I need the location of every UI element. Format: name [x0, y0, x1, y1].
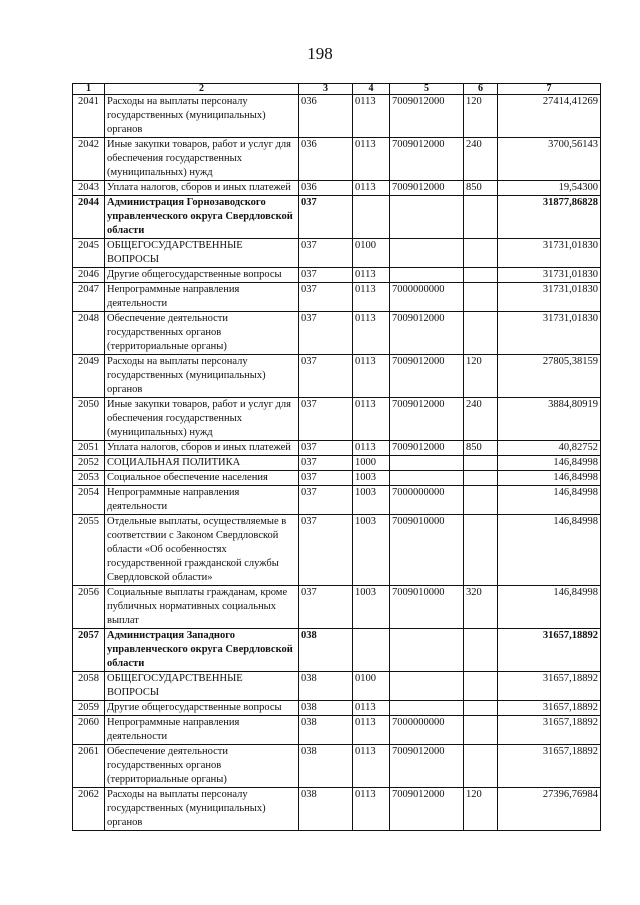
row-amount: 31877,86828 — [498, 196, 601, 239]
row-target-code — [390, 239, 464, 268]
row-admin-code: 036 — [299, 181, 353, 196]
row-number: 2058 — [73, 672, 105, 701]
table-row — [73, 456, 601, 471]
row-target-code: 7009010000 — [390, 515, 464, 586]
row-name: Администрация Западного управленческого округа Свердловской области — [105, 629, 299, 672]
header-col-2: 2 — [105, 84, 299, 95]
row-number: 2047 — [73, 283, 105, 312]
row-target-code: 7009012000 — [390, 441, 464, 456]
row-expense-type — [464, 196, 498, 239]
row-name: Непрограммные направления деятельности — [105, 283, 299, 312]
row-section-code: 0113 — [353, 283, 390, 312]
row-section-code: 1003 — [353, 471, 390, 486]
row-amount: 146,84998 — [498, 586, 601, 629]
table-row — [73, 312, 601, 355]
row-expense-type — [464, 486, 498, 515]
row-number: 2056 — [73, 586, 105, 629]
header-row — [73, 84, 601, 95]
row-expense-type: 320 — [464, 586, 498, 629]
table-row — [73, 181, 601, 196]
header-col-7: 7 — [498, 84, 601, 95]
row-amount: 146,84998 — [498, 471, 601, 486]
row-name: ОБЩЕГОСУДАРСТВЕННЫЕ ВОПРОСЫ — [105, 239, 299, 268]
row-target-code — [390, 629, 464, 672]
row-target-code: 7009012000 — [390, 312, 464, 355]
row-section-code: 0113 — [353, 398, 390, 441]
row-expense-type: 850 — [464, 441, 498, 456]
row-target-code — [390, 672, 464, 701]
row-admin-code: 037 — [299, 312, 353, 355]
row-target-code: 7009012000 — [390, 745, 464, 788]
row-admin-code: 037 — [299, 586, 353, 629]
row-section-code: 0113 — [353, 701, 390, 716]
row-admin-code: 038 — [299, 745, 353, 788]
row-number: 2049 — [73, 355, 105, 398]
row-name: Расходы на выплаты персоналу государственных (муниципальных) органов — [105, 95, 299, 138]
row-name: Отдельные выплаты, осуществляемые в соответствии с Законом Свердловской области «Об особенностях государственной гражданской службы Свердловской области» — [105, 515, 299, 586]
table-row — [73, 515, 601, 586]
row-target-code — [390, 268, 464, 283]
row-amount: 146,84998 — [498, 456, 601, 471]
row-admin-code: 038 — [299, 701, 353, 716]
row-section-code: 0113 — [353, 441, 390, 456]
row-admin-code: 037 — [299, 471, 353, 486]
row-expense-type — [464, 672, 498, 701]
table-row — [73, 283, 601, 312]
row-name: Социальные выплаты гражданам, кроме публичных нормативных социальных выплат — [105, 586, 299, 629]
row-number: 2055 — [73, 515, 105, 586]
header-col-6: 6 — [464, 84, 498, 95]
row-admin-code: 037 — [299, 486, 353, 515]
row-expense-type: 850 — [464, 181, 498, 196]
table-row — [73, 268, 601, 283]
row-admin-code: 036 — [299, 138, 353, 181]
row-name: Непрограммные направления деятельности — [105, 486, 299, 515]
row-admin-code: 038 — [299, 788, 353, 831]
row-expense-type — [464, 268, 498, 283]
row-name: Непрограммные направления деятельности — [105, 716, 299, 745]
row-admin-code: 038 — [299, 629, 353, 672]
row-target-code: 7000000000 — [390, 283, 464, 312]
row-number: 2062 — [73, 788, 105, 831]
row-section-code: 0113 — [353, 716, 390, 745]
row-number: 2046 — [73, 268, 105, 283]
row-expense-type — [464, 629, 498, 672]
row-admin-code: 037 — [299, 441, 353, 456]
header-col-4: 4 — [353, 84, 390, 95]
row-amount: 31657,18892 — [498, 701, 601, 716]
row-section-code: 0113 — [353, 268, 390, 283]
row-number: 2060 — [73, 716, 105, 745]
row-amount: 27396,76984 — [498, 788, 601, 831]
row-amount: 3884,80919 — [498, 398, 601, 441]
row-amount: 40,82752 — [498, 441, 601, 456]
table-row — [73, 745, 601, 788]
row-admin-code: 037 — [299, 355, 353, 398]
row-number: 2048 — [73, 312, 105, 355]
row-admin-code: 037 — [299, 196, 353, 239]
row-expense-type — [464, 515, 498, 586]
row-section-code — [353, 629, 390, 672]
header-col-3: 3 — [299, 84, 353, 95]
row-number: 2051 — [73, 441, 105, 456]
table-row — [73, 441, 601, 456]
row-section-code: 0113 — [353, 788, 390, 831]
row-admin-code: 036 — [299, 95, 353, 138]
row-number: 2061 — [73, 745, 105, 788]
row-admin-code: 037 — [299, 456, 353, 471]
page-number: 198 — [307, 44, 333, 63]
row-amount: 31731,01830 — [498, 283, 601, 312]
row-name: Социальное обеспечение населения — [105, 471, 299, 486]
row-number: 2054 — [73, 486, 105, 515]
row-target-code — [390, 456, 464, 471]
row-name: Обеспечение деятельности государственных органов (территориальные органы) — [105, 312, 299, 355]
row-expense-type — [464, 745, 498, 788]
row-amount: 146,84998 — [498, 486, 601, 515]
row-admin-code: 037 — [299, 283, 353, 312]
row-name: Обеспечение деятельности государственных органов (территориальные органы) — [105, 745, 299, 788]
row-name: Другие общегосударственные вопросы — [105, 701, 299, 716]
row-amount: 27805,38159 — [498, 355, 601, 398]
row-expense-type: 120 — [464, 95, 498, 138]
row-expense-type — [464, 701, 498, 716]
table-row — [73, 672, 601, 701]
row-amount: 31657,18892 — [498, 716, 601, 745]
row-number: 2057 — [73, 629, 105, 672]
row-target-code: 7000000000 — [390, 716, 464, 745]
row-amount: 31731,01830 — [498, 239, 601, 268]
row-section-code: 0113 — [353, 312, 390, 355]
row-target-code: 7009012000 — [390, 355, 464, 398]
row-expense-type: 240 — [464, 398, 498, 441]
row-amount: 3700,56143 — [498, 138, 601, 181]
row-name: Уплата налогов, сборов и иных платежей — [105, 441, 299, 456]
budget-table — [72, 83, 601, 831]
row-amount: 31731,01830 — [498, 268, 601, 283]
header-col-5: 5 — [390, 84, 464, 95]
table-row — [73, 95, 601, 138]
row-number: 2041 — [73, 95, 105, 138]
row-name: Другие общегосударственные вопросы — [105, 268, 299, 283]
row-section-code: 0113 — [353, 355, 390, 398]
row-number: 2053 — [73, 471, 105, 486]
row-name: Расходы на выплаты персоналу государственных (муниципальных) органов — [105, 355, 299, 398]
row-amount: 19,54300 — [498, 181, 601, 196]
row-target-code — [390, 196, 464, 239]
row-number: 2042 — [73, 138, 105, 181]
row-number: 2052 — [73, 456, 105, 471]
table-row — [73, 629, 601, 672]
row-name: Расходы на выплаты персоналу государственных (муниципальных) органов — [105, 788, 299, 831]
row-section-code: 1003 — [353, 486, 390, 515]
row-expense-type: 240 — [464, 138, 498, 181]
header-col-1: 1 — [73, 84, 105, 95]
row-section-code: 0113 — [353, 745, 390, 788]
row-section-code: 0100 — [353, 672, 390, 701]
row-section-code: 1003 — [353, 586, 390, 629]
row-amount: 31657,18892 — [498, 672, 601, 701]
row-expense-type — [464, 239, 498, 268]
row-expense-type — [464, 312, 498, 355]
row-number: 2059 — [73, 701, 105, 716]
row-target-code: 7009012000 — [390, 398, 464, 441]
table-row — [73, 701, 601, 716]
table-row — [73, 486, 601, 515]
row-amount: 146,84998 — [498, 515, 601, 586]
row-amount: 27414,41269 — [498, 95, 601, 138]
row-name: ОБЩЕГОСУДАРСТВЕННЫЕ ВОПРОСЫ — [105, 672, 299, 701]
row-number: 2050 — [73, 398, 105, 441]
table-row — [73, 398, 601, 441]
row-expense-type: 120 — [464, 788, 498, 831]
row-name: СОЦИАЛЬНАЯ ПОЛИТИКА — [105, 456, 299, 471]
table-body — [73, 95, 601, 831]
row-target-code: 7009012000 — [390, 138, 464, 181]
table-row — [73, 716, 601, 745]
row-section-code: 0113 — [353, 95, 390, 138]
row-target-code: 7009012000 — [390, 788, 464, 831]
row-number: 2045 — [73, 239, 105, 268]
row-admin-code: 038 — [299, 716, 353, 745]
row-expense-type — [464, 471, 498, 486]
row-target-code — [390, 471, 464, 486]
row-admin-code: 037 — [299, 239, 353, 268]
row-section-code: 1000 — [353, 456, 390, 471]
table-header — [73, 84, 601, 95]
row-target-code: 7000000000 — [390, 486, 464, 515]
row-section-code — [353, 196, 390, 239]
table-row — [73, 239, 601, 268]
row-target-code: 7009012000 — [390, 95, 464, 138]
row-name: Администрация Горнозаводского управленческого округа Свердловской области — [105, 196, 299, 239]
table-row — [73, 586, 601, 629]
row-amount: 31657,18892 — [498, 629, 601, 672]
row-name: Иные закупки товаров, работ и услуг для обеспечения государственных (муниципальных) нужд — [105, 138, 299, 181]
table-row — [73, 138, 601, 181]
row-expense-type — [464, 283, 498, 312]
row-admin-code: 037 — [299, 268, 353, 283]
row-section-code: 0113 — [353, 138, 390, 181]
row-expense-type — [464, 456, 498, 471]
row-expense-type: 120 — [464, 355, 498, 398]
row-section-code: 0100 — [353, 239, 390, 268]
table-row — [73, 355, 601, 398]
row-section-code: 1003 — [353, 515, 390, 586]
table-row — [73, 471, 601, 486]
table-row — [73, 196, 601, 239]
row-target-code — [390, 701, 464, 716]
row-admin-code: 037 — [299, 515, 353, 586]
row-number: 2044 — [73, 196, 105, 239]
row-amount: 31731,01830 — [498, 312, 601, 355]
row-amount: 31657,18892 — [498, 745, 601, 788]
row-admin-code: 037 — [299, 398, 353, 441]
row-target-code: 7009012000 — [390, 181, 464, 196]
row-section-code: 0113 — [353, 181, 390, 196]
row-target-code: 7009010000 — [390, 586, 464, 629]
row-name: Иные закупки товаров, работ и услуг для обеспечения государственных (муниципальных) нужд — [105, 398, 299, 441]
table-row — [73, 788, 601, 831]
row-expense-type — [464, 716, 498, 745]
row-name: Уплата налогов, сборов и иных платежей — [105, 181, 299, 196]
row-admin-code: 038 — [299, 672, 353, 701]
row-number: 2043 — [73, 181, 105, 196]
